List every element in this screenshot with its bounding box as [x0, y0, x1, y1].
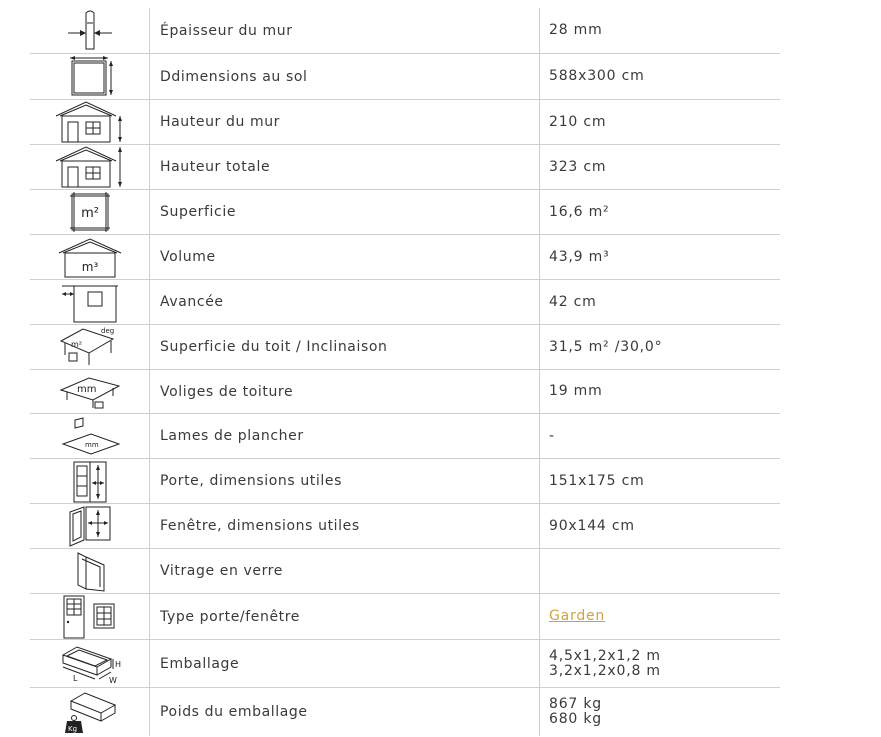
- spec-value: [540, 8, 780, 53]
- volume-icon-text: m³: [81, 260, 98, 274]
- package-weight-icon: [30, 688, 150, 736]
- surface-icon: [30, 190, 150, 234]
- spec-label: Superficie du toit / Inclinaison: [150, 325, 540, 369]
- window-dimensions-icon: [30, 504, 150, 548]
- spec-value-text: 43,9 m³: [549, 248, 610, 265]
- roof-area-icon-text: m²: [70, 340, 82, 349]
- packaging-icon-w: W: [108, 675, 117, 685]
- spec-label: Emballage: [150, 640, 540, 687]
- total-height-icon: [30, 145, 150, 189]
- spec-row-floor-boards: [30, 414, 780, 459]
- spec-value: [540, 640, 780, 687]
- spec-label: Porte, dimensions utiles: [150, 459, 540, 503]
- spec-label: Hauteur du mur: [150, 100, 540, 144]
- spec-value-text: 31,5 m² /30,0°: [549, 338, 663, 355]
- spec-label: Fenêtre, dimensions utiles: [150, 504, 540, 548]
- spec-value-text: 323 cm: [549, 158, 607, 175]
- spec-row-window-dimensions: [30, 504, 780, 549]
- glazing-icon: [30, 549, 150, 593]
- spec-value-line: 4,5x1,2x1,2 m: [549, 647, 661, 664]
- spec-value-text: 210 cm: [549, 113, 607, 130]
- spec-label: Poids du emballage: [150, 688, 540, 736]
- spec-row-door-window-type: [30, 594, 780, 640]
- spec-label: Volume: [150, 235, 540, 279]
- spec-label: Ddimensions au sol: [150, 54, 540, 99]
- spec-value-line: 680 kg: [549, 711, 602, 727]
- packaging-icon-l: L: [72, 673, 77, 683]
- spec-value-text: 16,6 m²: [549, 203, 610, 220]
- spec-row-door-dimensions: [30, 459, 780, 504]
- spec-value: [540, 594, 780, 639]
- packaging-icon: [30, 640, 150, 687]
- volume-icon: [30, 235, 150, 279]
- spec-row-wall-thickness: [30, 8, 780, 54]
- spec-value: [540, 688, 780, 736]
- spec-value: [540, 280, 780, 324]
- spec-value: [540, 54, 780, 99]
- spec-value: [540, 414, 780, 458]
- spec-row-floor-dimensions: [30, 54, 780, 100]
- spec-row-packaging: [30, 640, 780, 688]
- spec-row-volume: [30, 235, 780, 280]
- spec-row-surface: [30, 190, 780, 235]
- garden-link[interactable]: Garden: [549, 608, 606, 624]
- floor-boards-icon: [30, 414, 150, 458]
- roof-boards-icon: [30, 370, 150, 413]
- spec-value: [540, 145, 780, 189]
- spec-value-line: 3,2x1,2x0,8 m: [549, 662, 661, 679]
- spec-label: Vitrage en verre: [150, 549, 540, 593]
- spec-label: Épaisseur du mur: [150, 8, 540, 53]
- spec-row-package-weight: [30, 688, 780, 736]
- spec-label: Voliges de toiture: [150, 370, 540, 413]
- spec-value-text: 28 mm: [549, 22, 603, 38]
- spec-label: Type porte/fenêtre: [150, 594, 540, 639]
- spec-value: [540, 459, 780, 503]
- spec-value: [540, 100, 780, 144]
- spec-value-text: 151x175 cm: [549, 472, 645, 489]
- door-dimensions-icon: [30, 459, 150, 503]
- spec-label: Hauteur totale: [150, 145, 540, 189]
- floor-dimensions-icon: [30, 54, 150, 99]
- spec-label: Avancée: [150, 280, 540, 324]
- spec-row-roof-boards: [30, 370, 780, 414]
- surface-icon-text: m²: [80, 206, 99, 221]
- wall-thickness-icon: [30, 8, 150, 53]
- roof-pitch-icon-text: deg: [100, 327, 114, 335]
- roof-boards-icon-text: mm: [76, 383, 96, 395]
- spec-value-text: 42 cm: [549, 293, 597, 310]
- overhang-icon: [30, 280, 150, 324]
- spec-value-text: 588x300 cm: [549, 68, 645, 84]
- spec-value: [540, 370, 780, 413]
- spec-value: [540, 504, 780, 548]
- spec-row-wall-height: [30, 100, 780, 145]
- spec-value-text: 19 mm: [549, 383, 603, 399]
- roof-area-pitch-icon: [30, 325, 150, 369]
- spec-label: Lames de plancher: [150, 414, 540, 458]
- spec-value: [540, 190, 780, 234]
- door-window-type-icon: [30, 594, 150, 639]
- wall-height-icon: [30, 100, 150, 144]
- spec-value-text: -: [549, 427, 555, 444]
- packaging-icon-h: H: [114, 659, 121, 669]
- weight-icon-text: Kg: [67, 725, 77, 733]
- spec-row-total-height: [30, 145, 780, 190]
- spec-value-line: 867 kg: [549, 696, 602, 712]
- floor-boards-icon-text: mm: [84, 441, 99, 449]
- spec-value-text: 90x144 cm: [549, 517, 635, 534]
- spec-value: [540, 325, 780, 369]
- spec-row-roof-area-pitch: [30, 325, 780, 370]
- spec-value: [540, 549, 780, 593]
- spec-table: [30, 8, 780, 736]
- spec-label: Superficie: [150, 190, 540, 234]
- spec-row-glazing: [30, 549, 780, 594]
- spec-row-overhang: [30, 280, 780, 325]
- spec-value: [540, 235, 780, 279]
